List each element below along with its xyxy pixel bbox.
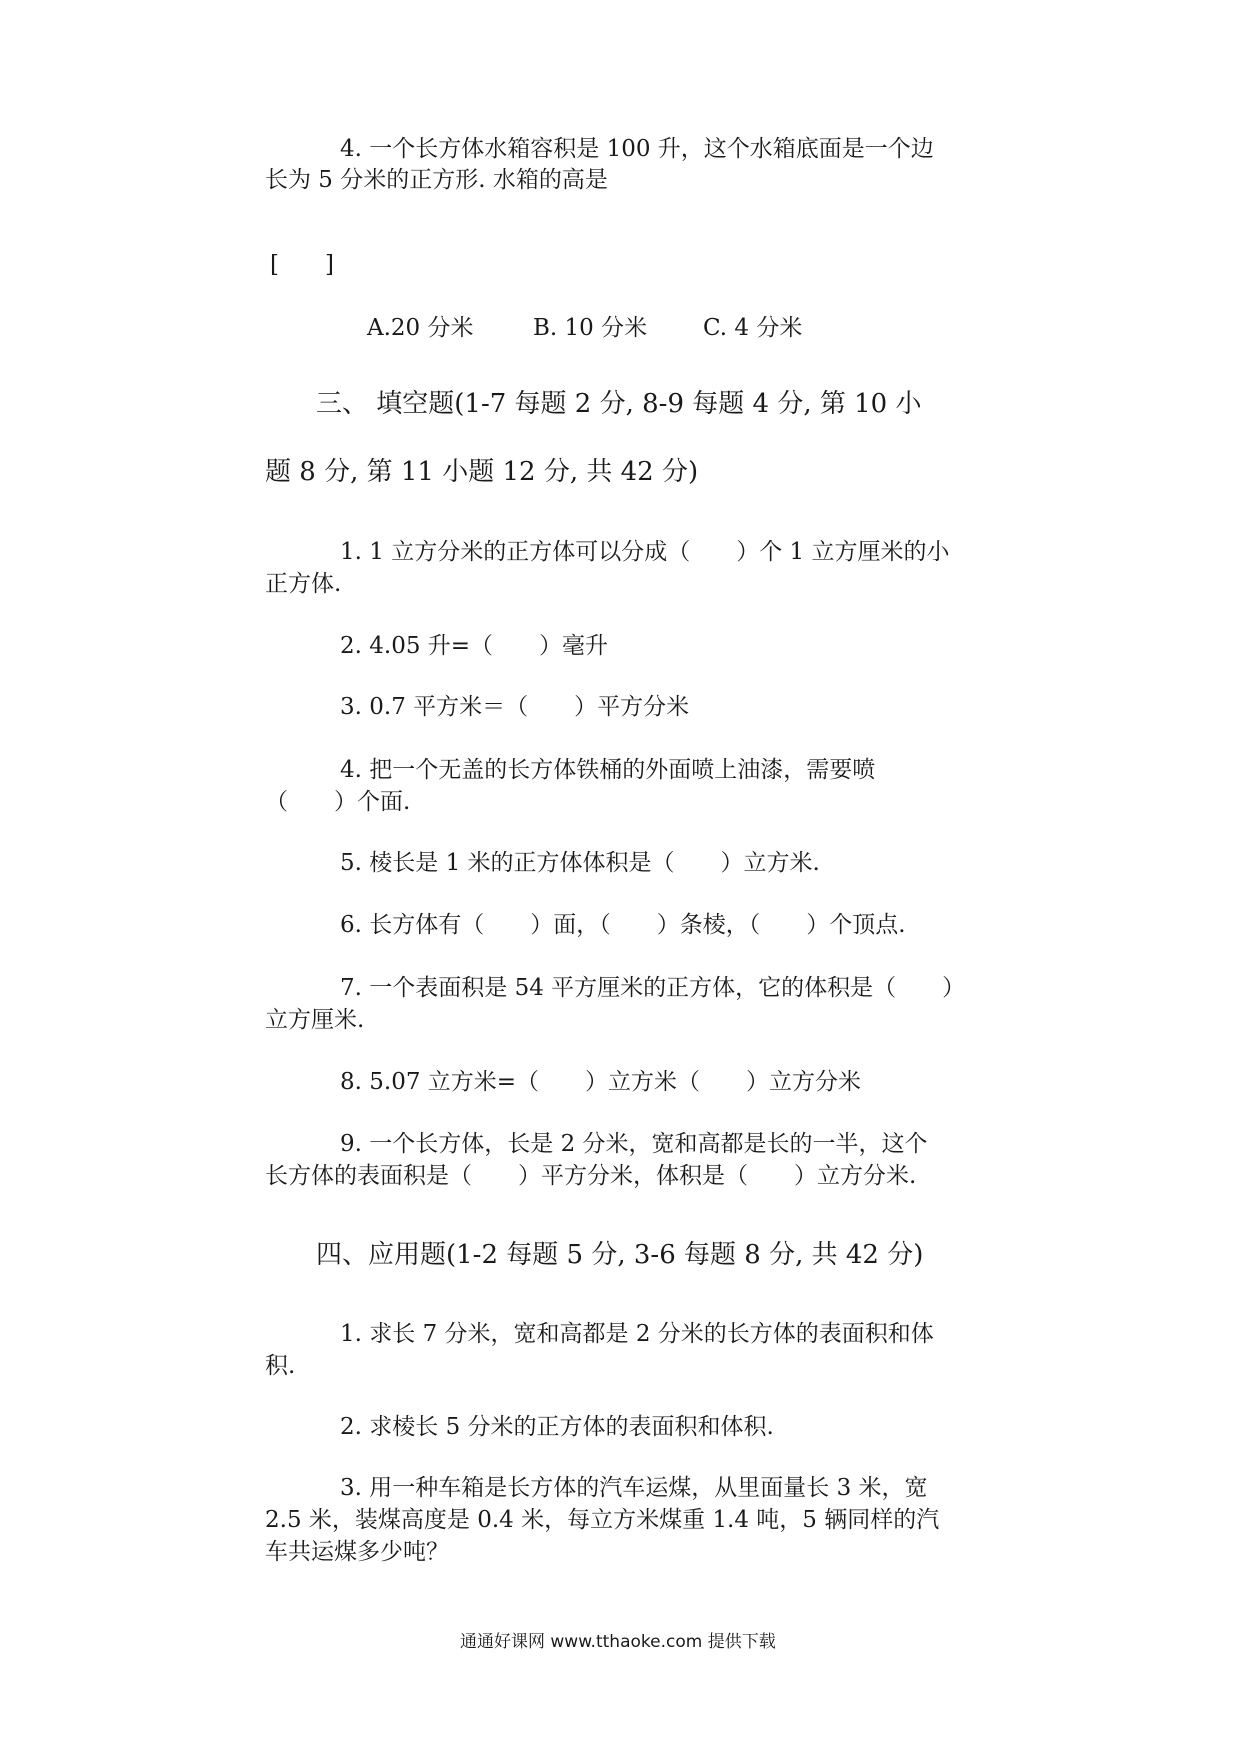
fill-item-9-line1: 9. 一个长方体，长是 2 分米，宽和高都是长的一半，这个 [340,1131,928,1157]
app-item-3-line2: 2.5 米，装煤高度是 0.4 米，每立方米煤重 1.4 吨，5 辆同样的汽 [265,1507,940,1533]
fill-item-4-line2: （ ）个面. [265,789,411,815]
app-item-3-line1: 3. 用一种车箱是长方体的汽车运煤，从里面量长 3 米，宽 [340,1475,928,1501]
fill-item-7-line1: 7. 一个表面积是 54 平方厘米的正方体，它的体积是（ ） [340,975,966,1001]
fill-item-5: 5. 棱长是 1 米的正方体体积是（ ）立方米. [340,850,820,876]
fill-item-2: 2. 4.05 升=（ ）毫升 [340,633,609,659]
fill-item-6: 6. 长方体有（ ）面，（ ）条棱，（ ）个顶点. [340,912,906,938]
app-item-1-line1: 1. 求长 7 分米，宽和高都是 2 分米的长方体的表面积和体 [340,1321,934,1347]
app-item-1-line2: 积. [265,1353,296,1379]
fill-item-3: 3. 0.7 平方米＝（ ）平方分米 [340,694,690,720]
q4-text-line2: 长为 5 分米的正方形. 水箱的高是 [265,167,608,193]
fill-item-9-line2: 长方体的表面积是（ ）平方分米，体积是（ ）立方分米. [265,1163,917,1189]
app-item-3-line3: 车共运煤多少吨？ [265,1539,449,1565]
q4-option-a: A.20 分米 [367,315,474,341]
q4-answer-bracket: [ ] [270,252,334,278]
footer-credit: 通通好课网 www.tthaoke.com 提供下载 [460,1632,776,1652]
fill-item-1-line1: 1. 1 立方分米的正方体可以分成（ ）个 1 立方厘米的小 [340,539,950,565]
q4-text-line1: 4. 一个长方体水箱容积是 100 升，这个水箱底面是一个边 [340,136,934,162]
fill-item-1-line2: 正方体. [265,571,342,597]
fill-item-8: 8. 5.07 立方米=（ ）立方米（ ）立方分米 [340,1069,862,1095]
section3-heading-line1: 三、 填空题(1-7 每题 2 分, 8-9 每题 4 分, 第 10 小 [316,389,922,419]
section4-heading: 四、应用题(1-2 每题 5 分, 3-6 每题 8 分, 共 42 分) [316,1240,924,1270]
fill-item-7-line2: 立方厘米. [265,1007,365,1033]
q4-option-c: C. 4 分米 [703,315,803,341]
q4-option-b: B. 10 分米 [533,315,648,341]
section3-heading-line2: 题 8 分, 第 11 小题 12 分, 共 42 分) [265,457,699,487]
fill-item-4-line1: 4. 把一个无盖的长方体铁桶的外面喷上油漆，需要喷 [340,757,876,783]
app-item-2: 2. 求棱长 5 分米的正方体的表面积和体积. [340,1414,774,1440]
